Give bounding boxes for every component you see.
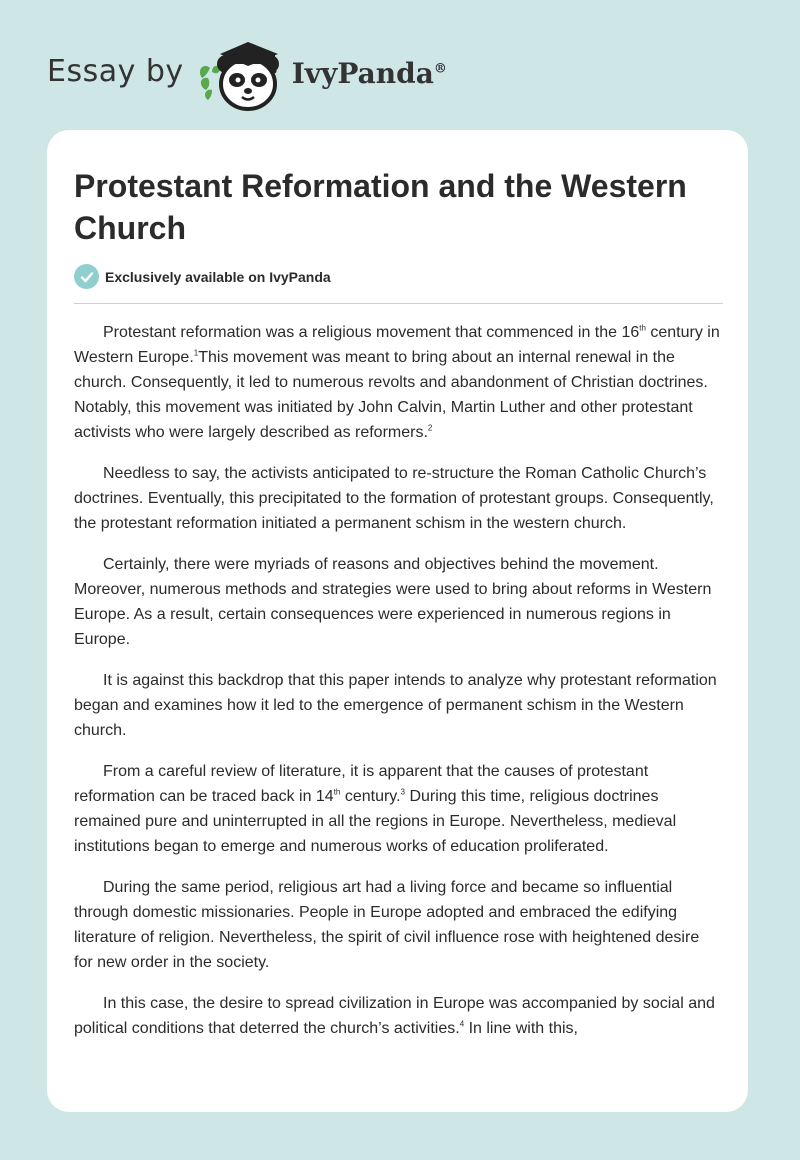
paragraph-text: During this time, religious doctrines remained pure and uninterrupted in all the regions in Europe. Nevertheless, medieval institutions began to emerge and numerous works of education proliferated. [74,788,677,855]
footnote-ref[interactable]: 4 [459,1019,465,1029]
paragraph-text: In this case, the desire to spread civilization in Europe was accompanied by social and political conditions that deterred the church’s activities. [74,995,715,1037]
paragraph-text: Needless to say, the activists anticipated to re-structure the Roman Catholic Church’s doctrines. Eventually, this precipitated to the formation of protestant groups. Consequently, the protestant reformation initiated a permanent schism in the western church. [74,465,714,532]
site-header [47,34,447,114]
panda-graduate-logo-icon[interactable] [198,34,290,114]
superscript: th [333,787,341,797]
exclusive-badge [74,264,331,289]
footnote-ref[interactable]: 2 [427,423,433,433]
footnote-ref[interactable]: 1 [193,348,199,358]
paragraph [74,991,722,1041]
paragraph [74,875,722,975]
brand-name-text: IvyPanda [291,56,434,90]
paragraph-text: Certainly, there were myriads of reasons and objectives behind the movement. Moreover, numerous methods and strategies were used to bring about reforms in Western Europe. As a result, certain consequences were experienced in numerous regions in Europe. [74,556,712,648]
page-title: Protestant Reformation and the Western Church [74,168,687,246]
registered-mark: ® [433,61,447,77]
essay-body [74,320,722,1057]
paragraph-text: In line with this, [464,1020,578,1037]
paragraph-text: century in Western Europe. [74,324,720,366]
exclusive-badge-label: Exclusively available on IvyPanda [105,268,331,285]
paragraph-text: During the same period, religious art had a living force and became so influential through domestic missionaries. People in Europe adopted and embraced the edifying literature of religion. Nevertheless, the spirit of civil influence rose with heightened desire for new order in the society. [74,879,700,971]
paragraph [74,668,722,743]
paragraph-text: Protestant reformation was a religious movement that commenced in the 16 [103,324,640,341]
paragraph [74,552,722,652]
paragraph-text: century. [340,788,401,805]
paragraph [74,759,722,859]
check-icon [74,264,99,289]
essay-by-label: Essay by [47,53,184,89]
divider [74,303,723,304]
paragraph [74,461,722,536]
essay-card [47,130,748,1112]
paragraph [74,320,722,445]
paragraph-text: This movement was meant to bring about an internal renewal in the church. Consequently, it led to numerous revolts and abandonment of Christian doctrines. Notably, this movement was initiated by John Calvin, Martin Luther and other protestant activists who were largely described as reformers. [74,349,708,441]
paragraph-text: It is against this backdrop that this paper intends to analyze why protestant reformation began and examines how it led to the emergence of permanent schism in the Western church. [74,672,717,739]
footnote-ref[interactable]: 3 [400,787,405,797]
brand-name [292,57,447,90]
superscript: th [639,323,646,333]
paragraph-text: From a careful review of literature, it is apparent that the causes of protestant reformation can be traced back in 14 [74,763,649,805]
